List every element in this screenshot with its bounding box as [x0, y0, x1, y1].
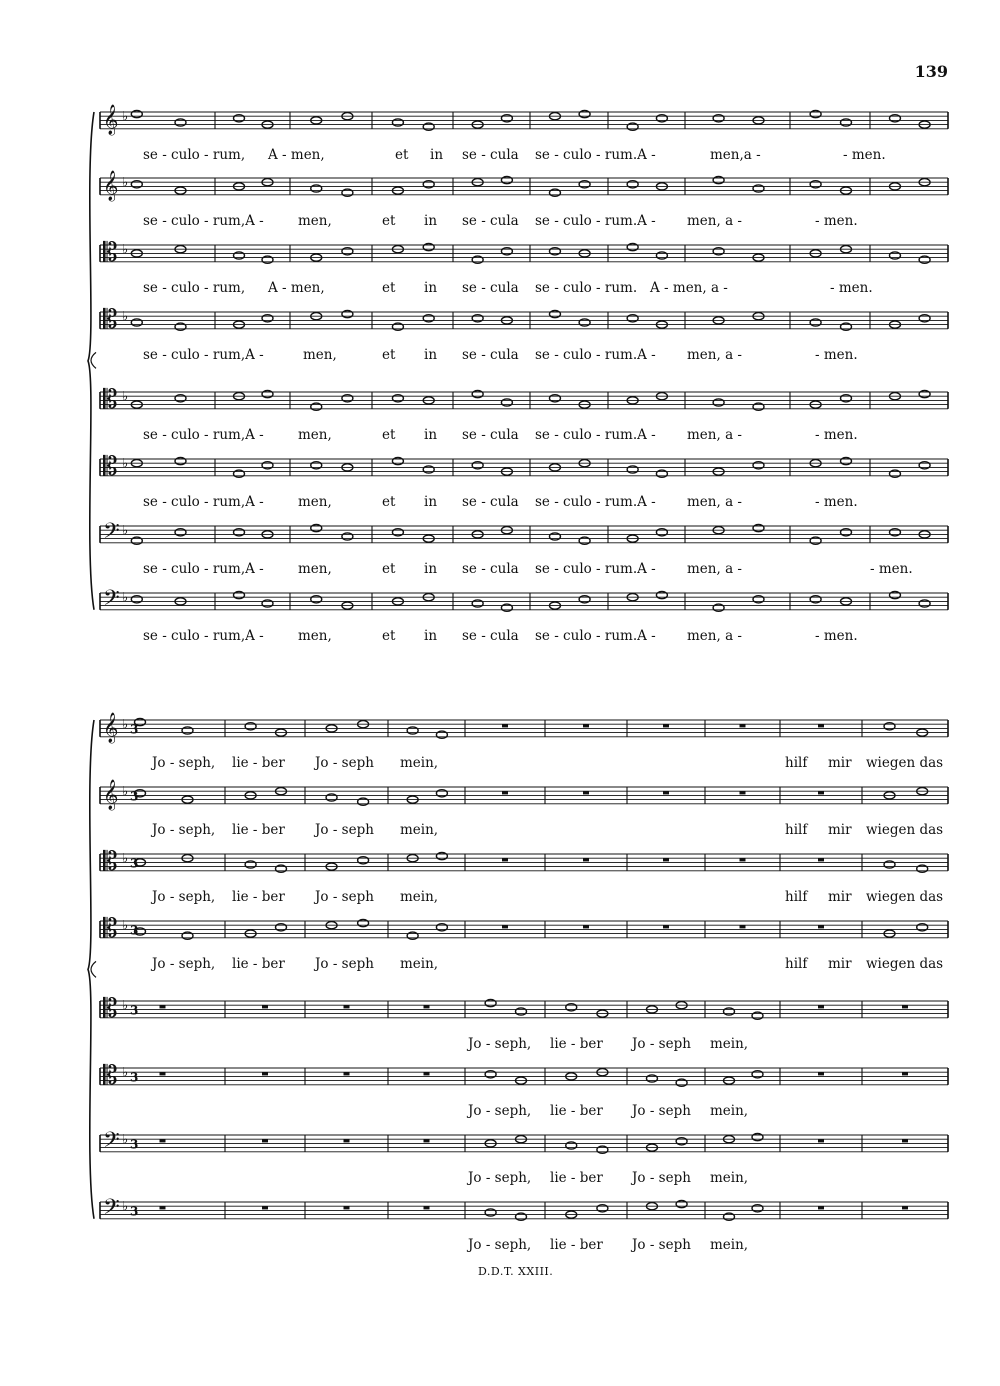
lyric-syllable: et: [382, 627, 396, 644]
lyric-syllable: in: [424, 212, 438, 229]
lyric-syllable: lie - ber: [550, 1169, 603, 1186]
rest-mark: [663, 724, 669, 727]
lyric-syllable: - men.: [815, 212, 858, 229]
flat-icon: ♭: [122, 523, 129, 539]
rest-mark: [424, 1005, 430, 1008]
time-signature: 3: [130, 1204, 139, 1219]
lyric-syllable: Jo - seph,: [152, 888, 216, 905]
rest-mark: [818, 858, 824, 861]
rest-mark: [902, 1072, 908, 1075]
lyric-syllable: A - men,: [268, 279, 325, 296]
flat-icon: ♭: [122, 1199, 129, 1215]
c-clef-icon: 𝄡: [103, 451, 118, 482]
rest-mark: [818, 1139, 824, 1142]
lyric-syllable: et: [382, 346, 396, 363]
lyric-syllable: mir: [828, 955, 852, 972]
rest-mark: [424, 1072, 430, 1075]
lyric-syllable: se - cula: [462, 493, 519, 510]
lyric-syllable: hilf: [785, 821, 808, 838]
rest-mark: [262, 1206, 268, 1209]
rest-mark: [818, 1072, 824, 1075]
lyric-syllable: - men.: [815, 346, 858, 363]
rest-mark: [583, 925, 589, 928]
lyric-syllable: se - culo - rum,A -: [143, 346, 264, 363]
lyric-syllable: se - cula: [462, 560, 519, 577]
lyric-syllable: lie - ber: [232, 754, 285, 771]
page-number: 139: [914, 62, 948, 81]
lyric-syllable: men,a -: [710, 146, 761, 163]
flat-icon: ♭: [122, 389, 129, 405]
lyric-syllable: se - culo - rum.A -: [535, 212, 656, 229]
lyric-syllable: men, a -: [687, 426, 742, 443]
footer-label: D.D.T. XXIII.: [478, 1265, 554, 1278]
flat-icon: ♭: [122, 242, 129, 258]
flat-icon: ♭: [122, 784, 129, 800]
c-clef-icon: 𝄡: [103, 993, 118, 1024]
lyric-syllable: lie - ber: [232, 955, 285, 972]
rest-mark: [262, 1139, 268, 1142]
time-signature: 3: [130, 923, 139, 938]
flat-icon: ♭: [122, 717, 129, 733]
flat-icon: ♭: [122, 998, 129, 1014]
lyric-syllable: - men.: [843, 146, 886, 163]
c-clef-icon: 𝄡: [103, 304, 118, 335]
c-clef-icon: 𝄡: [103, 913, 118, 944]
lyric-syllable: men, a -: [687, 627, 742, 644]
lyric-syllable: lie - ber: [232, 821, 285, 838]
lyric-syllable: men,: [303, 346, 337, 363]
lyric-syllable: mein,: [400, 821, 439, 838]
lyric-syllable: Jo - seph: [315, 955, 374, 972]
rest-mark: [902, 1005, 908, 1008]
lyric-syllable: in: [424, 627, 438, 644]
rest-mark: [902, 1139, 908, 1142]
lyric-syllable: in: [424, 426, 438, 443]
lyric-syllable: wiegen das: [866, 754, 944, 771]
lyric-syllable: se - culo - rum,A -: [143, 426, 264, 443]
lyric-syllable: men, a -: [687, 346, 742, 363]
lyric-syllable: mein,: [710, 1035, 749, 1052]
lyric-syllable: Jo - seph,: [152, 821, 216, 838]
lyric-syllable: men,: [298, 493, 332, 510]
rest-mark: [344, 1206, 350, 1209]
lyric-syllable: et: [382, 426, 396, 443]
rest-mark: [583, 858, 589, 861]
treble-clef-icon: 𝄞: [103, 712, 119, 743]
lyric-syllable: - men.: [830, 279, 873, 296]
rest-mark: [344, 1072, 350, 1075]
lyric-syllable: Jo - seph: [632, 1035, 691, 1052]
time-signature: 3: [130, 722, 139, 737]
lyric-syllable: - men.: [815, 426, 858, 443]
rest-mark: [740, 724, 746, 727]
lyric-syllable: men, a -: [687, 493, 742, 510]
lyric-syllable: mein,: [710, 1169, 749, 1186]
time-signature: 3: [130, 789, 139, 804]
lyric-syllable: lie - ber: [550, 1035, 603, 1052]
lyric-syllable: se - cula: [462, 279, 519, 296]
flat-icon: ♭: [122, 175, 129, 191]
bass-clef-icon: 𝄢: [103, 518, 120, 549]
rest-mark: [502, 925, 508, 928]
lyric-syllable: mir: [828, 754, 852, 771]
lyric-syllable: mein,: [710, 1236, 749, 1253]
lyric-syllable: se - culo - rum,: [143, 146, 246, 163]
lyric-syllable: Jo - seph: [315, 888, 374, 905]
lyric-syllable: men, a -: [687, 212, 742, 229]
rest-mark: [262, 1072, 268, 1075]
rest-mark: [262, 1005, 268, 1008]
lyric-syllable: lie - ber: [232, 888, 285, 905]
lyric-syllable: A - men, a -: [650, 279, 728, 296]
lyric-syllable: mein,: [710, 1102, 749, 1119]
lyric-syllable: A - men,: [268, 146, 325, 163]
treble-clef-icon: 𝄞: [103, 170, 119, 201]
rest-mark: [160, 1206, 166, 1209]
lyric-syllable: Jo - seph: [315, 821, 374, 838]
lyric-syllable: mein,: [400, 888, 439, 905]
time-signature: 3: [130, 856, 139, 871]
flat-icon: ♭: [122, 1065, 129, 1081]
treble-clef-icon: 𝄞: [103, 104, 119, 135]
lyric-syllable: men,: [298, 627, 332, 644]
lyric-syllable: mir: [828, 888, 852, 905]
rest-mark: [818, 1005, 824, 1008]
flat-icon: ♭: [122, 851, 129, 867]
rest-mark: [160, 1072, 166, 1075]
rest-mark: [740, 858, 746, 861]
lyric-syllable: se - cula: [462, 346, 519, 363]
rest-mark: [663, 791, 669, 794]
rest-mark: [818, 724, 824, 727]
lyric-syllable: - men.: [815, 627, 858, 644]
lyric-syllable: mein,: [400, 754, 439, 771]
rest-mark: [160, 1139, 166, 1142]
lyric-syllable: se - culo - rum.: [535, 279, 638, 296]
c-clef-icon: 𝄡: [103, 846, 118, 877]
rest-mark: [160, 1005, 166, 1008]
lyric-syllable: - men.: [815, 493, 858, 510]
rest-mark: [502, 791, 508, 794]
lyric-syllable: mir: [828, 821, 852, 838]
lyric-syllable: lie - ber: [550, 1102, 603, 1119]
flat-icon: ♭: [122, 590, 129, 606]
lyric-syllable: se - culo - rum,A -: [143, 560, 264, 577]
lyric-syllable: Jo - seph,: [468, 1102, 532, 1119]
rest-mark: [344, 1005, 350, 1008]
lyric-syllable: men, a -: [687, 560, 742, 577]
flat-icon: ♭: [122, 309, 129, 325]
rest-mark: [740, 791, 746, 794]
rest-mark: [818, 791, 824, 794]
lyric-syllable: se - culo - rum.A -: [535, 426, 656, 443]
lyric-syllable: mein,: [400, 955, 439, 972]
lyric-syllable: Jo - seph,: [468, 1169, 532, 1186]
bass-clef-icon: 𝄢: [103, 1194, 120, 1225]
lyric-syllable: et: [382, 212, 396, 229]
c-clef-icon: 𝄡: [103, 237, 118, 268]
lyric-syllable: se - cula: [462, 627, 519, 644]
lyric-syllable: Jo - seph,: [152, 955, 216, 972]
rest-mark: [740, 925, 746, 928]
lyric-syllable: Jo - seph,: [468, 1236, 532, 1253]
bass-clef-icon: 𝄢: [103, 1127, 120, 1158]
lyric-syllable: se - culo - rum.A -: [535, 560, 656, 577]
lyric-syllable: men,: [298, 560, 332, 577]
lyric-syllable: in: [424, 346, 438, 363]
flat-icon: ♭: [122, 456, 129, 472]
rest-mark: [818, 925, 824, 928]
group-bracket: [91, 352, 96, 368]
time-signature: 3: [130, 1137, 139, 1152]
lyric-syllable: se - cula: [462, 426, 519, 443]
lyric-syllable: in: [430, 146, 444, 163]
rest-mark: [344, 1139, 350, 1142]
rest-mark: [424, 1139, 430, 1142]
flat-icon: ♭: [122, 109, 129, 125]
rest-mark: [583, 724, 589, 727]
lyric-syllable: Jo - seph: [315, 754, 374, 771]
lyric-syllable: et: [395, 146, 409, 163]
bass-clef-icon: 𝄢: [103, 585, 120, 616]
lyric-syllable: Jo - seph,: [152, 754, 216, 771]
lyric-syllable: se - cula: [462, 212, 519, 229]
lyric-syllable: wiegen das: [866, 955, 944, 972]
lyric-syllable: se - culo - rum.A -: [535, 146, 656, 163]
lyric-syllable: hilf: [785, 754, 808, 771]
lyric-syllable: wiegen das: [866, 888, 944, 905]
rest-mark: [502, 724, 508, 727]
rest-mark: [818, 1206, 824, 1209]
lyric-syllable: se - culo - rum,: [143, 279, 246, 296]
lyric-syllable: se - culo - rum.A -: [535, 627, 656, 644]
treble-clef-icon: 𝄞: [103, 779, 119, 810]
lyric-syllable: in: [424, 560, 438, 577]
lyric-syllable: se - culo - rum,A -: [143, 627, 264, 644]
lyric-syllable: se - culo - rum,A -: [143, 212, 264, 229]
group-bracket: [91, 961, 96, 977]
lyric-syllable: hilf: [785, 888, 808, 905]
lyric-syllable: men,: [298, 426, 332, 443]
lyric-syllable: Jo - seph,: [468, 1035, 532, 1052]
lyric-syllable: se - cula: [462, 146, 519, 163]
lyric-syllable: hilf: [785, 955, 808, 972]
rest-mark: [902, 1206, 908, 1209]
rest-mark: [663, 925, 669, 928]
rest-mark: [663, 858, 669, 861]
time-signature: 3: [130, 1070, 139, 1085]
rest-mark: [424, 1206, 430, 1209]
lyric-syllable: se - culo - rum.A -: [535, 493, 656, 510]
lyric-syllable: se - culo - rum.A -: [535, 346, 656, 363]
lyric-syllable: et: [382, 560, 396, 577]
lyric-syllable: et: [382, 493, 396, 510]
lyric-syllable: et: [382, 279, 396, 296]
time-signature: 3: [130, 1003, 139, 1018]
lyric-syllable: in: [424, 279, 438, 296]
c-clef-icon: 𝄡: [103, 1060, 118, 1091]
flat-icon: ♭: [122, 1132, 129, 1148]
lyric-syllable: lie - ber: [550, 1236, 603, 1253]
lyric-syllable: in: [424, 493, 438, 510]
lyric-syllable: Jo - seph: [632, 1236, 691, 1253]
lyric-syllable: men,: [298, 212, 332, 229]
c-clef-icon: 𝄡: [103, 384, 118, 415]
lyric-syllable: Jo - seph: [632, 1169, 691, 1186]
lyric-syllable: Jo - seph: [632, 1102, 691, 1119]
rest-mark: [502, 858, 508, 861]
flat-icon: ♭: [122, 918, 129, 934]
lyric-syllable: wiegen das: [866, 821, 944, 838]
lyric-syllable: - men.: [870, 560, 913, 577]
lyric-syllable: se - culo - rum,A -: [143, 493, 264, 510]
rest-mark: [583, 791, 589, 794]
